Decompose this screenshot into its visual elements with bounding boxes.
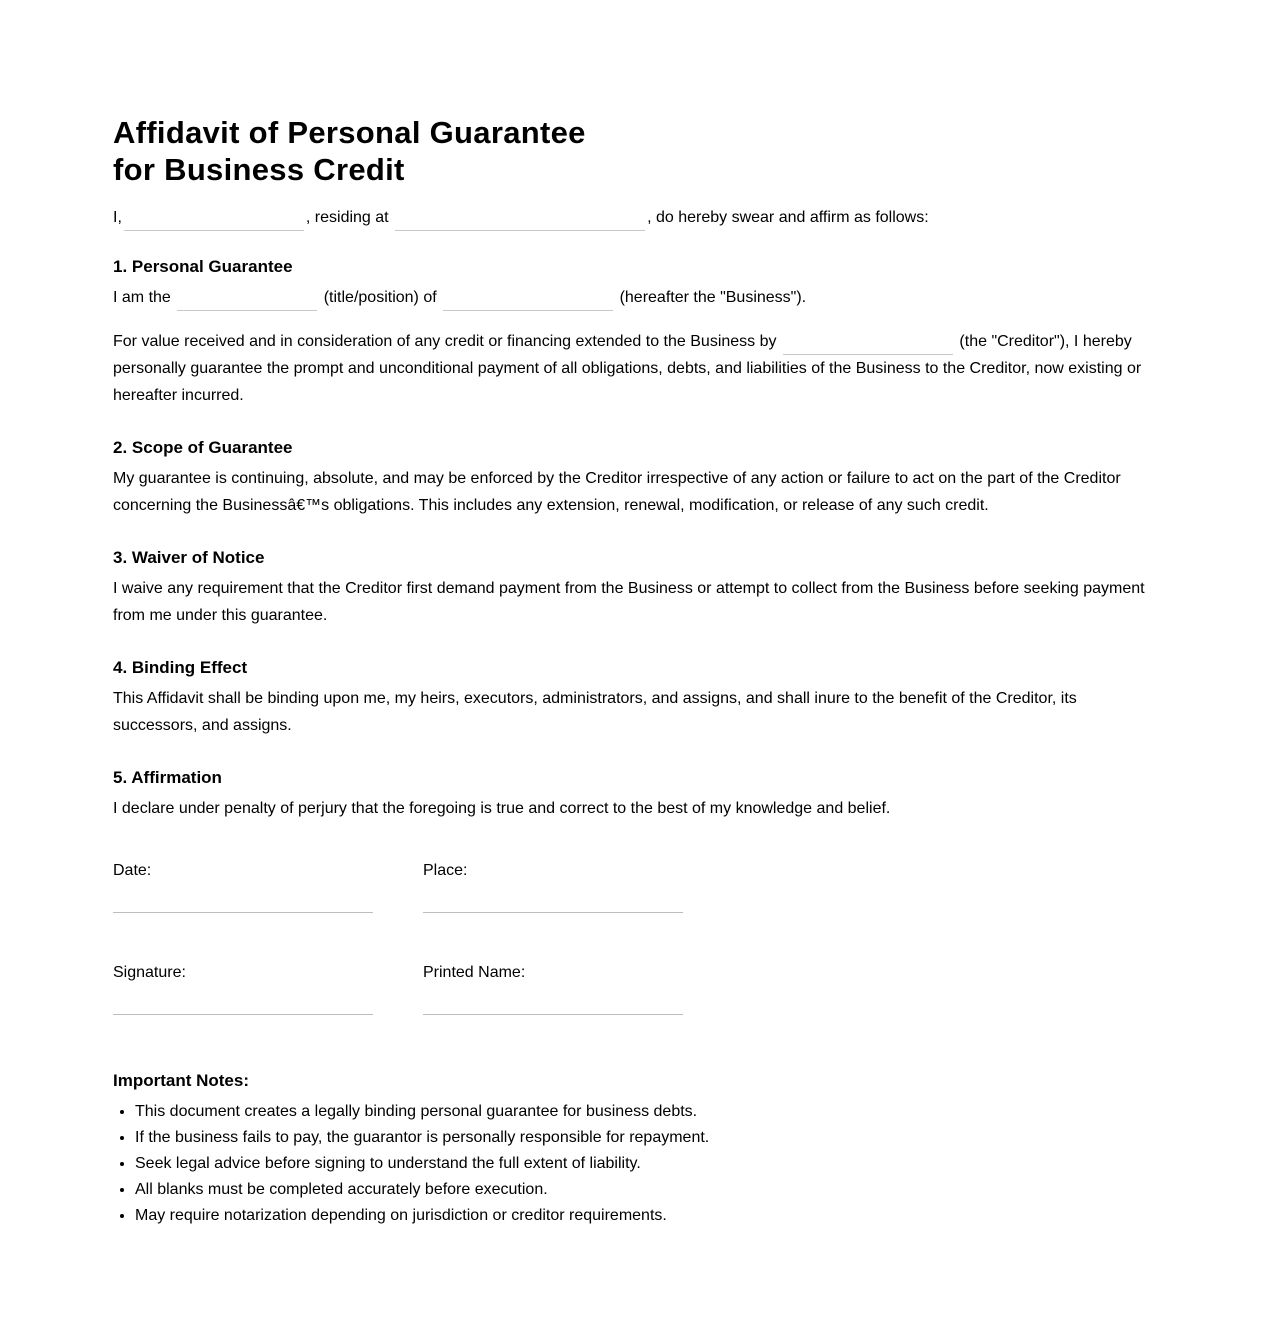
section-heading: 1. Personal Guarantee bbox=[113, 257, 293, 276]
section-text: For value received and in consideration of any credit or financing extended to the Business by bbox=[113, 333, 777, 350]
affidavit-document bbox=[113, 114, 1153, 1224]
notes-list bbox=[113, 1099, 709, 1229]
section-heading: 5. Affirmation bbox=[113, 768, 222, 787]
date-field[interactable] bbox=[113, 912, 373, 913]
section-heading: 3. Waiver of Notice bbox=[113, 548, 265, 567]
printed-name-field-group bbox=[423, 963, 683, 983]
section-paragraph: My guarantee is continuing, absolute, and may be enforced by the Creditor irrespective of any action or failure to act on the part of the Creditor concerning the Businessâ€™s obligations. This includes any extension, renewal, modification, or release of any such credit. bbox=[113, 470, 1121, 514]
section-paragraph: I waive any requirement that the Creditor first demand payment from the Business or attempt to collect from the Business before seeking payment from me under this guarantee. bbox=[113, 580, 1145, 624]
section-text: I am the bbox=[113, 289, 171, 306]
title-line-1: Affidavit of Personal Guarantee bbox=[113, 115, 586, 150]
section-paragraph: This Affidavit shall be binding upon me, my heirs, executors, administrators, and assigns, and shall inure to the benefit of the Creditor, its successors, and assigns. bbox=[113, 690, 1077, 734]
intro-paragraph bbox=[113, 204, 1153, 231]
list-item: • Seek legal advice before signing to understand the full extent of liability. bbox=[135, 1151, 709, 1177]
section-scope-of-guarantee bbox=[113, 437, 1153, 519]
printed-name-field[interactable] bbox=[423, 1014, 683, 1015]
title-position-field[interactable] bbox=[177, 286, 317, 311]
signature-field[interactable] bbox=[113, 1014, 373, 1015]
place-field[interactable] bbox=[423, 912, 683, 913]
section-paragraph bbox=[113, 284, 1153, 311]
printed-name-label: Printed Name: bbox=[423, 964, 526, 981]
section-waiver-of-notice bbox=[113, 547, 1153, 629]
date-label: Date: bbox=[113, 862, 152, 879]
document-title bbox=[113, 114, 1153, 188]
section-heading: 2. Scope of Guarantee bbox=[113, 438, 293, 457]
title-line-2: for Business Credit bbox=[113, 152, 405, 187]
signature-field-group bbox=[113, 963, 373, 983]
place-label: Place: bbox=[423, 862, 468, 879]
section-text: (the "Creditor"), I hereby personally guarantee the prompt and unconditional payment of all obligations, debts, and liabilities of the Business to the Creditor, now existing or hereafter incurred. bbox=[113, 333, 1142, 404]
list-item: • This document creates a legally binding personal guarantee for business debts. bbox=[135, 1099, 709, 1125]
affiant-address-field[interactable] bbox=[395, 206, 645, 231]
intro-text-1: I, bbox=[113, 209, 122, 226]
list-item: • May require notarization depending on jurisdiction or creditor requirements. bbox=[135, 1203, 709, 1229]
section-text: (hereafter the "Business"). bbox=[619, 289, 807, 306]
affiant-name-field[interactable] bbox=[124, 206, 304, 231]
section-personal-guarantee bbox=[113, 256, 1153, 409]
business-name-field[interactable] bbox=[443, 286, 613, 311]
signature-label: Signature: bbox=[113, 964, 186, 981]
intro-text-3: , do hereby swear and affirm as follows: bbox=[647, 209, 929, 226]
section-heading: 4. Binding Effect bbox=[113, 658, 248, 677]
date-field-group bbox=[113, 861, 373, 881]
signature-block bbox=[113, 861, 1153, 1021]
section-paragraph: I declare under penalty of perjury that the foregoing is true and correct to the best of my knowledge and belief. bbox=[113, 800, 891, 817]
list-item: • All blanks must be completed accurately before execution. bbox=[135, 1177, 709, 1203]
list-item: • If the business fails to pay, the guarantor is personally responsible for repayment. bbox=[135, 1125, 709, 1151]
section-binding-effect bbox=[113, 657, 1153, 739]
section-text: (title/position) of bbox=[323, 289, 437, 306]
section-affirmation bbox=[113, 767, 1153, 822]
notes-title: Important Notes: bbox=[113, 1071, 249, 1090]
place-field-group bbox=[423, 861, 683, 881]
intro-text-2: , residing at bbox=[305, 209, 389, 226]
section-paragraph bbox=[113, 328, 1153, 409]
creditor-name-field[interactable] bbox=[783, 330, 953, 355]
